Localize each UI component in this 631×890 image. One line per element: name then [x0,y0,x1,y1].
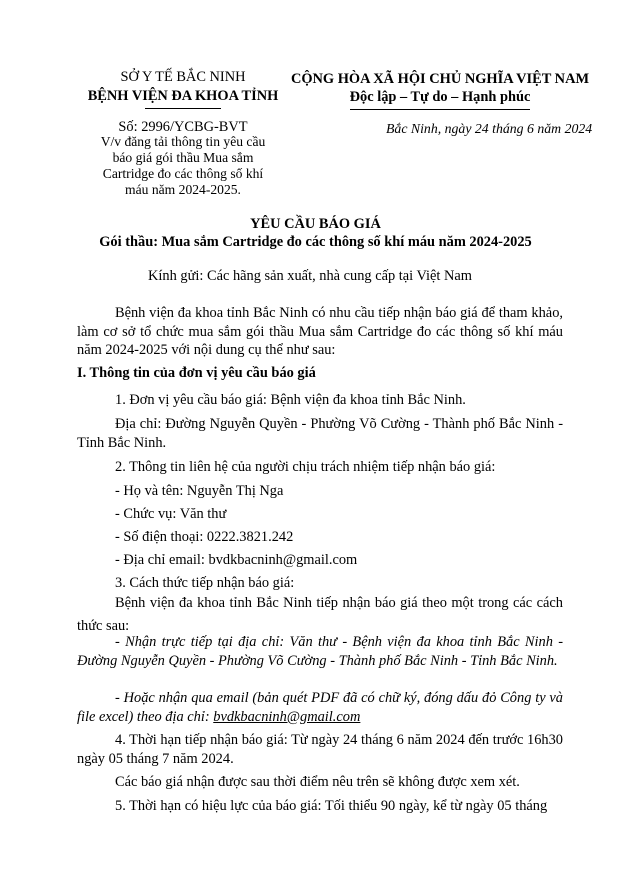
hospital-name: BỆNH VIỆN ĐA KHOA TỈNH [87,88,279,104]
item1-requesting-unit: 1. Đơn vị yêu cầu báo giá: Bệnh viện đa khoa tỉnh Bắc Ninh. [115,392,466,408]
receive-direct-paragraph: - Nhận trực tiếp tại địa chỉ: Văn thư - Bệnh viện đa khoa tỉnh Bắc Ninh - Đường Nguyễn Quyền - Phường Võ Cường - Thành phố Bắc Ninh - Tỉnh Bắc Ninh. [77,634,563,669]
item3-description: Bệnh viện đa khoa tỉnh Bắc Ninh tiếp nhận báo giá theo một trong các cách thức sau: [77,595,563,634]
document-subject: V/v đăng tải thông tin yêu cầu báo giá gói thầu Mua sắm Cartridge đo các thông số khí máu năm 2024-2025. [100,134,266,197]
package-name: Gói thầu: Mua sắm Cartridge đo các thông số khí máu năm 2024-2025 [99,234,532,250]
contact-email: - Địa chỉ email: bvdkbacninh@gmail.com [115,552,358,568]
place-date: Bắc Ninh, ngày 24 tháng 6 năm 2024 [386,121,593,136]
address-paragraph: Địa chỉ: Đường Nguyễn Quyền - Phường Võ Cường - Thành phố Bắc Ninh - Tỉnh Bắc Ninh. [77,416,563,451]
late-submission-note: Các báo giá nhận được sau thời điểm nêu trên sẽ không được xem xét. [115,774,520,790]
section1-heading: I. Thông tin của đơn vị yêu cầu báo giá [77,365,316,381]
nation-title: CỘNG HÒA XÃ HỘI CHỦ NGHĨA VIỆT NAM [290,71,590,87]
contact-name: - Họ và tên: Nguyễn Thị Nga [115,483,284,499]
item5-validity: 5. Thời hạn có hiệu lực của báo giá: Tối thiểu 90 ngày, kể từ ngày 05 tháng [115,798,548,814]
header-right-rule [350,109,530,110]
document-title: YÊU CẦU BÁO GIÁ [250,216,381,232]
contact-phone: - Số điện thoại: 0222.3821.242 [115,529,294,545]
contact-position: - Chức vụ: Văn thư [115,506,227,522]
header-left-rule [145,108,221,109]
receive-email-text: - Hoặc nhận qua email (bản quét PDF đã có chữ ký, đóng dấu đỏ Công ty và file excel) theo địa chỉ: [77,690,563,725]
item4-deadline: 4. Thời hạn tiếp nhận báo giá: Từ ngày 24 tháng 6 năm 2024 đến trước 16h30 ngày 05 tháng 7 năm 2024. [77,732,563,767]
receive-email-link[interactable]: bvdkbacninh@gmail.com [213,708,361,725]
intro-paragraph: Bệnh viện đa khoa tỉnh Bắc Ninh có nhu cầu tiếp nhận báo giá để tham khảo, làm cơ sở tổ chức mua sắm gói thầu Mua sắm Cartridge đo các thông số khí máu năm 2024-2025 với nội dung cụ thể như sau: [77,305,563,358]
department-name: SỞ Y TẾ BẮC NINH [120,69,246,85]
item3-receiving-method: 3. Cách thức tiếp nhận báo giá: [115,575,295,591]
recipient-line: Kính gửi: Các hãng sản xuất, nhà cung cấp tại Việt Nam [148,268,472,284]
document-number: Số: 2996/YCBG-BVT [118,119,248,135]
item2-contact-info: 2. Thông tin liên hệ của người chịu trách nhiệm tiếp nhận báo giá: [115,459,496,475]
nation-motto: Độc lập – Tự do – Hạnh phúc [349,89,531,105]
receive-email-paragraph [77,689,563,726]
